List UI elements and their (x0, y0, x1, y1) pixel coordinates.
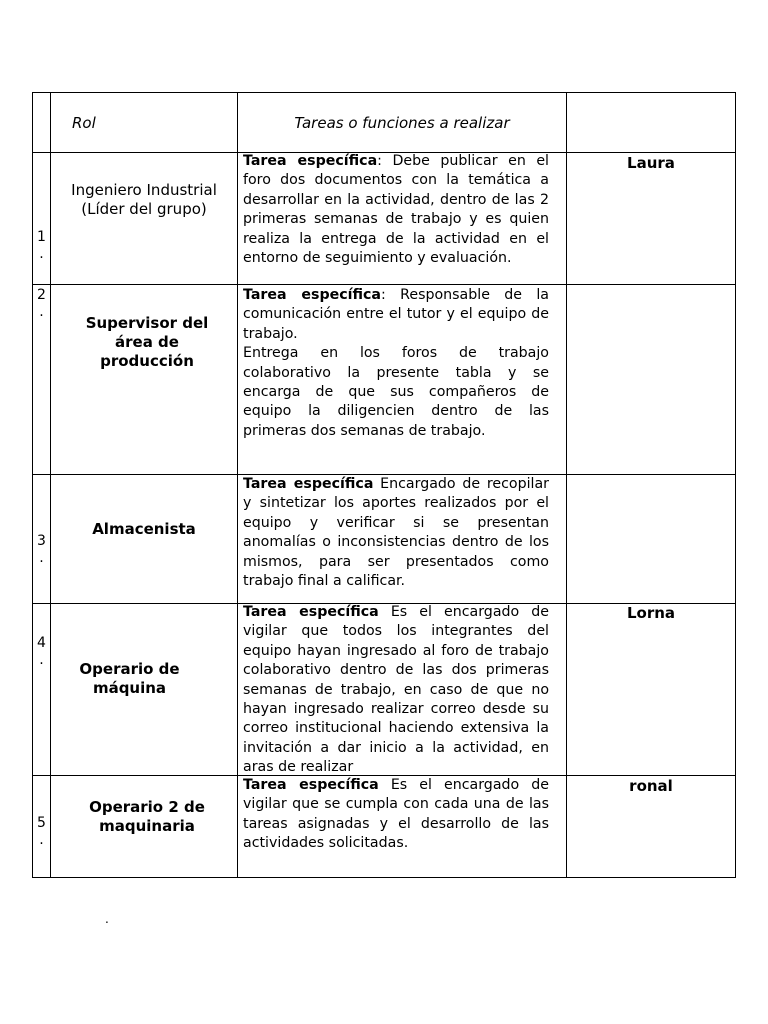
col-divider-3 (566, 92, 567, 878)
row-number: 2 . (37, 287, 46, 320)
role-subtitle: (Líder del grupo) (81, 200, 207, 218)
assignee-name: ronal (629, 777, 673, 795)
table-border-right (735, 92, 736, 878)
row-divider-2 (32, 284, 736, 285)
row-number: 1 . (37, 229, 46, 262)
task-text: Debe publicar en el foro dos documentos con la temática a desarrollar en la actividad, dentro de las 2 primeras semanas de trabajo y es quien realiza la entrega de la actividad en el entorno de seguimiento y evaluación. (243, 153, 549, 267)
task-label: Tarea específica (243, 476, 374, 492)
row-number: 3 . (37, 533, 46, 566)
role-name: Supervisor del área de producción (85, 314, 209, 370)
task-label: Tarea específica (243, 604, 379, 620)
roles-table (32, 92, 736, 878)
table-border-bottom (32, 877, 736, 878)
footer-mark: . (105, 912, 109, 926)
task-cell: Tarea específica: Debe publicar en el foro dos documentos con la temática a desarrollar en la actividad, dentro de las 2 primeras semanas de trabajo y es quien realiza la entrega de la actividad en el entorno de seguimiento y evaluación. (243, 153, 549, 267)
task-cell (243, 603, 549, 775)
role-name: Almacenista (92, 520, 196, 538)
header-rol: Rol (72, 114, 96, 132)
row-number: 5 . (37, 815, 46, 848)
role-name: Ingeniero Industrial (71, 181, 217, 199)
role-name: Operario de máquina (79, 660, 180, 697)
col-divider-1 (50, 92, 51, 878)
task-cell (243, 475, 549, 602)
table-border-top (32, 92, 736, 93)
task-text: Responsable de la comunicación entre el tutor y el equipo de trabajo. (243, 287, 549, 342)
role-name: Operario 2 de maquinaria (89, 798, 205, 835)
task-text: Es el encargado de vigilar que todos los integrantes del equipo hayan ingresado al foro de trabajo colaborativo dentro de las dos primeras semanas de trabajo, en caso de que no hayan ingresado realizar correo desde su correo institucional haciendo extensiva la invitación a dar inicio a la actividad, en aras de realizar (243, 604, 549, 775)
task-label: Tarea específica (243, 153, 378, 169)
task-label: Tarea específica (243, 287, 382, 303)
task-cell (243, 776, 549, 876)
table-border-left (32, 92, 33, 878)
task-label: Tarea específica (243, 777, 379, 793)
col-divider-2 (237, 92, 238, 878)
task-text-2: Entrega en los foros de trabajo colaborativo la presente tabla y se encarga de que sus compañeros de equipo la diligencien dentro de las primeras dos semanas de trabajo. (243, 345, 549, 439)
role-cell (54, 181, 234, 219)
assignee-name: Lorna (626, 604, 676, 622)
header-tareas: Tareas o funciones a realizar (294, 114, 510, 132)
assignee-name: Laura (627, 154, 675, 172)
row-number: 4 . (37, 635, 46, 668)
task-text: Encargado de recopilar y sintetizar los aportes realizados por el equipo y verificar si se presentan anomalías o inconsistencias dentro de los mismos, para ser presentados como trabajo final a calificar. (243, 476, 549, 590)
task-text: Es el encargado de vigilar que se cumpla con cada una de las tareas asignadas y el desarrollo de las actividades solicitadas. (243, 777, 549, 852)
task-cell: Tarea específica: Responsable de la comunicación entre el tutor y el equipo de trabajo. Entrega en los foros de trabajo colaborativo la presente tabla y se encarga de que sus compañeros de equipo la diligencien dentro de las primeras dos semanas de trabajo. (243, 286, 549, 474)
